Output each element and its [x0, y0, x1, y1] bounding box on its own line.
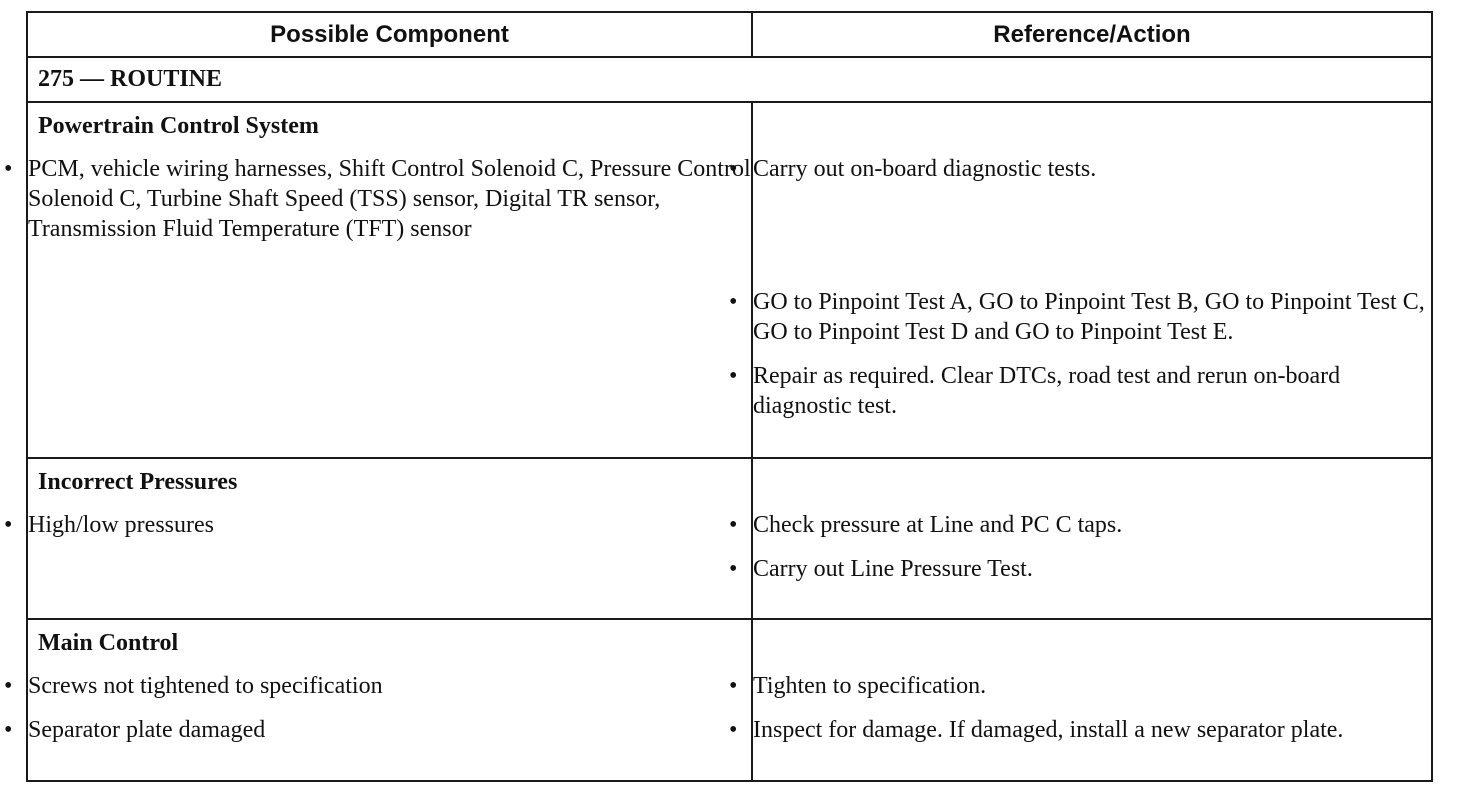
component-list — [28, 154, 751, 244]
component-cell — [27, 102, 752, 458]
component-list — [28, 671, 751, 745]
list-item: • Carry out Line Pressure Test. — [753, 554, 1431, 584]
routine-row — [27, 57, 1432, 102]
section-title: Main Control — [38, 630, 179, 656]
list-item: • High/low pressures — [28, 510, 751, 540]
section-title: Powertrain Control System — [38, 113, 319, 139]
routine-label: 275 — ROUTINE — [27, 57, 1432, 102]
action-list — [753, 671, 1431, 745]
component-list — [28, 510, 751, 540]
list-item: • Check pressure at Line and PC C taps. — [753, 510, 1431, 540]
list-item: • Tighten to specification. — [753, 671, 1431, 701]
table-row — [27, 458, 1432, 619]
list-item: • Separator plate damaged — [28, 715, 751, 745]
header-reference-action: Reference/Action — [752, 12, 1432, 57]
section-title: Incorrect Pressures — [38, 469, 238, 495]
list-item: • Inspect for damage. If damaged, install a new separator plate. — [753, 715, 1431, 745]
list-item: • PCM, vehicle wiring harnesses, Shift Control Solenoid C, Pressure Control Solenoid C, Turbine Shaft Speed (TSS) sensor, Digital TR sensor, Transmission Fluid Temperature (TFT) sensor — [28, 154, 751, 244]
table-row — [27, 102, 1432, 458]
action-cell — [752, 619, 1432, 781]
action-cell — [752, 102, 1432, 458]
component-cell — [27, 458, 752, 619]
action-list — [753, 510, 1431, 584]
component-cell — [27, 619, 752, 781]
list-item: • GO to Pinpoint Test A, GO to Pinpoint Test B, GO to Pinpoint Test C, GO to Pinpoint Test D and GO to Pinpoint Test E. — [753, 287, 1431, 347]
diagnostic-table — [26, 11, 1433, 782]
table-row — [27, 619, 1432, 781]
list-item: • Screws not tightened to specification — [28, 671, 751, 701]
action-list — [753, 154, 1431, 421]
action-cell — [752, 458, 1432, 619]
header-possible-component: Possible Component — [27, 12, 752, 57]
list-item: • Repair as required. Clear DTCs, road test and rerun on-board diagnostic test. — [753, 361, 1431, 421]
list-item: • Carry out on-board diagnostic tests. — [753, 154, 1431, 184]
header-row — [27, 12, 1432, 57]
